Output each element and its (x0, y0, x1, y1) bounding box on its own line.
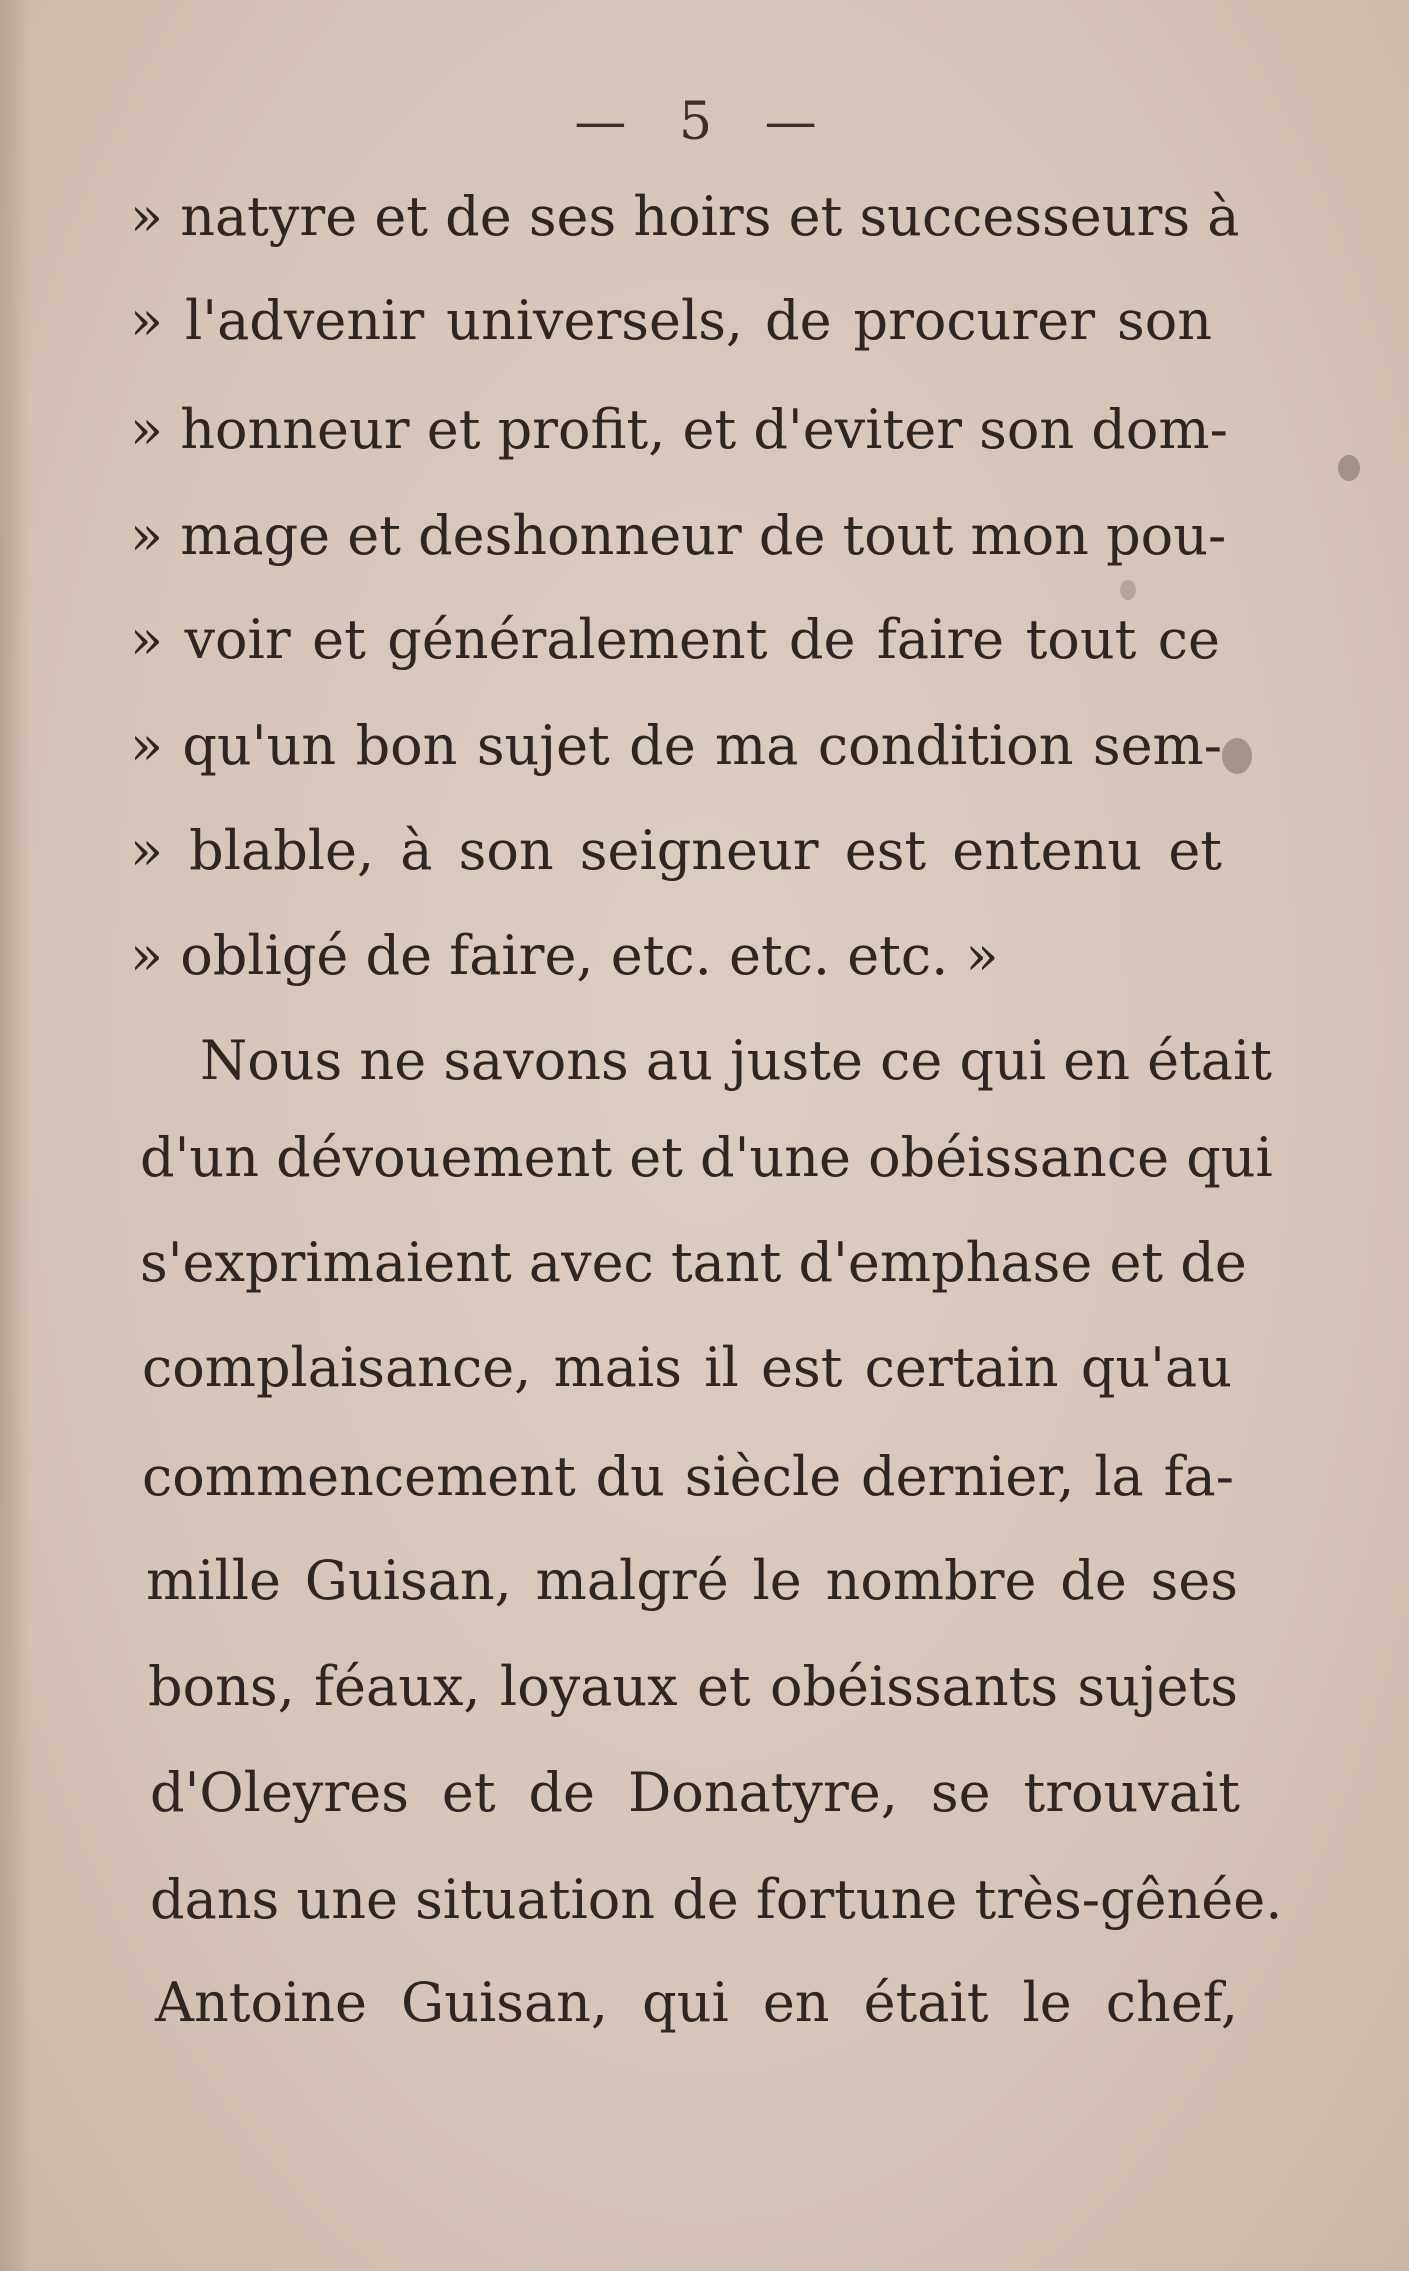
text-line: » voir et généralement de faire tout ce (130, 608, 1220, 671)
text-line: » qu'un bon sujet de ma condition sem- (130, 714, 1222, 777)
text-line: s'exprimaient avec tant d'emphase et de (140, 1231, 1247, 1294)
text-line: » obligé de faire, etc. etc. etc. » (130, 924, 999, 987)
text-line: » l'advenir universels, de procurer son (130, 289, 1212, 352)
text-line: bons, féaux, loyaux et obéissants sujets (148, 1655, 1238, 1718)
text-line: Nous ne savons au juste ce qui en était (200, 1029, 1272, 1092)
text-line: » mage et deshonneur de tout mon pou- (130, 504, 1227, 567)
text-line: mille Guisan, malgré le nombre de ses (146, 1549, 1238, 1612)
text-line: complaisance, mais il est certain qu'au (142, 1336, 1232, 1399)
ink-spot (1338, 455, 1360, 481)
ink-spot (1222, 738, 1252, 774)
text-line: » blable, à son seigneur est entenu et (130, 819, 1222, 882)
text-line: » honneur et profit, et d'eviter son dom- (130, 398, 1228, 461)
page-number: — 5 — (574, 92, 835, 152)
text-line: dans une situation de fortune très-gênée. (150, 1868, 1283, 1931)
text-line: Antoine Guisan, qui en était le chef, (155, 1971, 1238, 2034)
text-line: » natyre et de ses hoirs et successeurs à (130, 185, 1240, 248)
text-line: d'Oleyres et de Donatyre, se trouvait (150, 1761, 1240, 1824)
text-line: d'un dévouement et d'une obéissance qui (140, 1126, 1273, 1189)
page-edge-shadow (0, 0, 30, 2271)
ink-spot (1120, 580, 1136, 600)
text-line: commencement du siècle dernier, la fa- (142, 1445, 1234, 1508)
